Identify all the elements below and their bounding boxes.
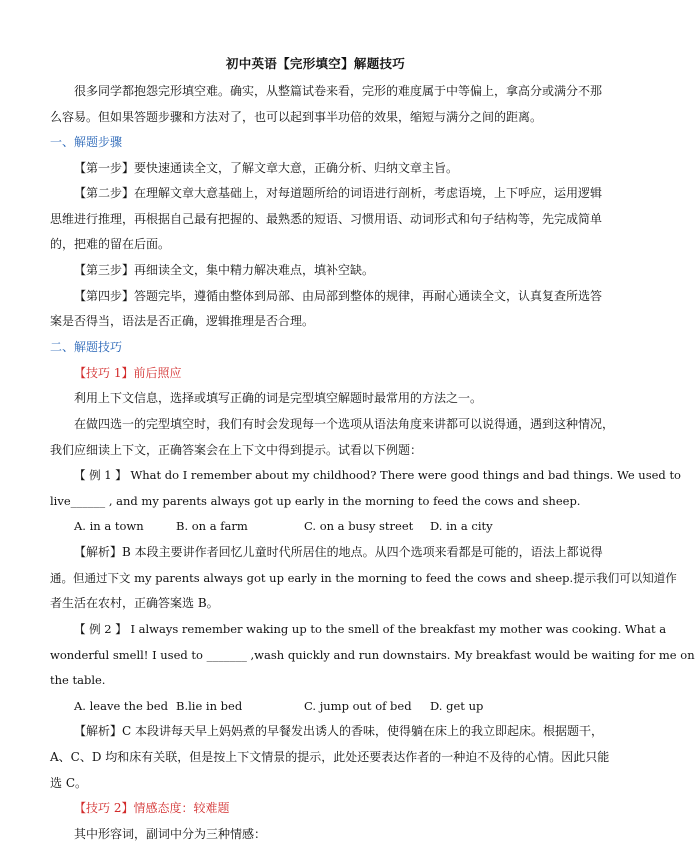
step-2-line-1: 【第二步】在理解文章大意基础上，对每道题所给的词语进行剖析，考虑语境，上下呼应，运用逻辑: [74, 186, 603, 200]
example-2-option-b: B.lie in bed: [176, 699, 243, 713]
tip-2-title: 【技巧 2】情感态度：较难题: [74, 801, 230, 815]
section-heading-steps: 一、解题步骤: [50, 135, 123, 149]
example-2-option-a: A. leave the bed: [74, 699, 168, 713]
intro-line-1: 很多同学都抱怨完形填空难。确实，从整篇试卷来看，完形的难度属于中等偏上，拿高分或满分不那: [74, 84, 603, 98]
example-1-analysis-line-3: 者生活在农村，正确答案选 B。: [50, 596, 219, 610]
example-1-option-b: B. on a farm: [176, 519, 248, 533]
example-2-line-2-start: wonderful smell! I used to: [50, 648, 207, 662]
tip-1-paragraph-2-line-1: 在做四选一的完型填空时，我们有时会发现每一个选项从语法角度来讲都可以说得通，遇到这种情况，: [74, 417, 615, 431]
example-1-option-d: D. in a city: [430, 519, 493, 533]
step-2-line-3: 的，把难的留在后面。: [50, 237, 171, 251]
example-1-line-2-end: , and my parents always got up early in the morning to feed the cows and sheep.: [105, 494, 581, 508]
example-1-analysis-line-2: 通。但通过下文 my parents always got up early in the morning to feed the cows and sheep.提示我们可以知道作: [50, 571, 677, 585]
example-2-analysis-line-3: 选 C。: [50, 776, 87, 790]
example-1-option-a: A. in a town: [74, 519, 144, 533]
step-3: 【第三步】再细读全文，集中精力解决难点，填补空缺。: [74, 263, 375, 277]
example-2-line-1: 【 例 2 】 I always remember waking up to the smell of the breakfast my mother was cooking. What a: [74, 622, 667, 636]
example-2-option-d: D. get up: [430, 699, 484, 713]
step-2-line-2: 思维进行推理，再根据自己最有把握的、最熟悉的短语、习惯用语、动词形式和句子结构等，先完成简单: [50, 212, 603, 226]
step-4-line-2: 案是否得当，语法是否正确，逻辑推理是否合理。: [50, 314, 315, 328]
example-1-analysis-line-1: 【解析】B 本段主要讲作者回忆儿童时代所居住的地点。从四个选项来看都是可能的，语法上都说得: [74, 545, 603, 559]
example-1-line-1: 【 例 1 】 What do I remember about my childhood? There were good things and bad things. We used to: [74, 468, 681, 482]
example-1-line-2: [50, 494, 581, 508]
example-2-analysis-line-1: 【解析】C 本段讲每天早上妈妈煮的早餐发出诱人的香味，使得躺在床上的我立即起床。根据题干，: [74, 724, 603, 738]
intro-line-2: 么容易。但如果答题步骤和方法对了，也可以起到事半功倍的效果，缩短与满分之间的距离。: [50, 110, 543, 124]
tip-1-title: 【技巧 1】前后照应: [74, 366, 182, 380]
example-2-line-2-end: ,wash quickly and run downstairs. My breakfast would be waiting for me on: [246, 648, 695, 662]
example-1-line-2-start: live: [50, 494, 71, 508]
example-1-option-c: C. on a busy street: [304, 519, 414, 533]
step-1: 【第一步】要快速通读全文，了解文章大意，正确分析、归纳文章主旨。: [74, 161, 459, 175]
section-heading-tips: 二、解题技巧: [50, 340, 123, 354]
example-2-line-3: the table.: [50, 673, 106, 687]
example-1-blank: ______: [70, 494, 106, 508]
tip-1-paragraph-1: 利用上下文信息，选择或填写正确的词是完型填空解题时最常用的方法之一。: [74, 391, 483, 405]
example-2-option-c: C. jump out of bed: [304, 699, 412, 713]
example-2-line-2: [50, 648, 695, 662]
tip-1-paragraph-2-line-2: 我们应细读上下文，正确答案会在上下文中得到提示。试看以下例题：: [50, 443, 423, 457]
example-2-analysis-line-2: A、C、D 均和床有关联，但是按上下文情景的提示，此处还要表达作者的一种迫不及待的心情。因此只能: [50, 750, 610, 764]
example-2-blank: _______: [206, 648, 247, 662]
step-4-line-1: 【第四步】答题完毕，遵循由整体到局部、由局部到整体的规律，再耐心通读全文，认真复查所选答: [74, 289, 603, 303]
tip-2-paragraph-1: 其中形容词，副词中分为三种情感：: [74, 827, 267, 841]
document-title: 初中英语【完形填空】解题技巧: [225, 56, 406, 71]
